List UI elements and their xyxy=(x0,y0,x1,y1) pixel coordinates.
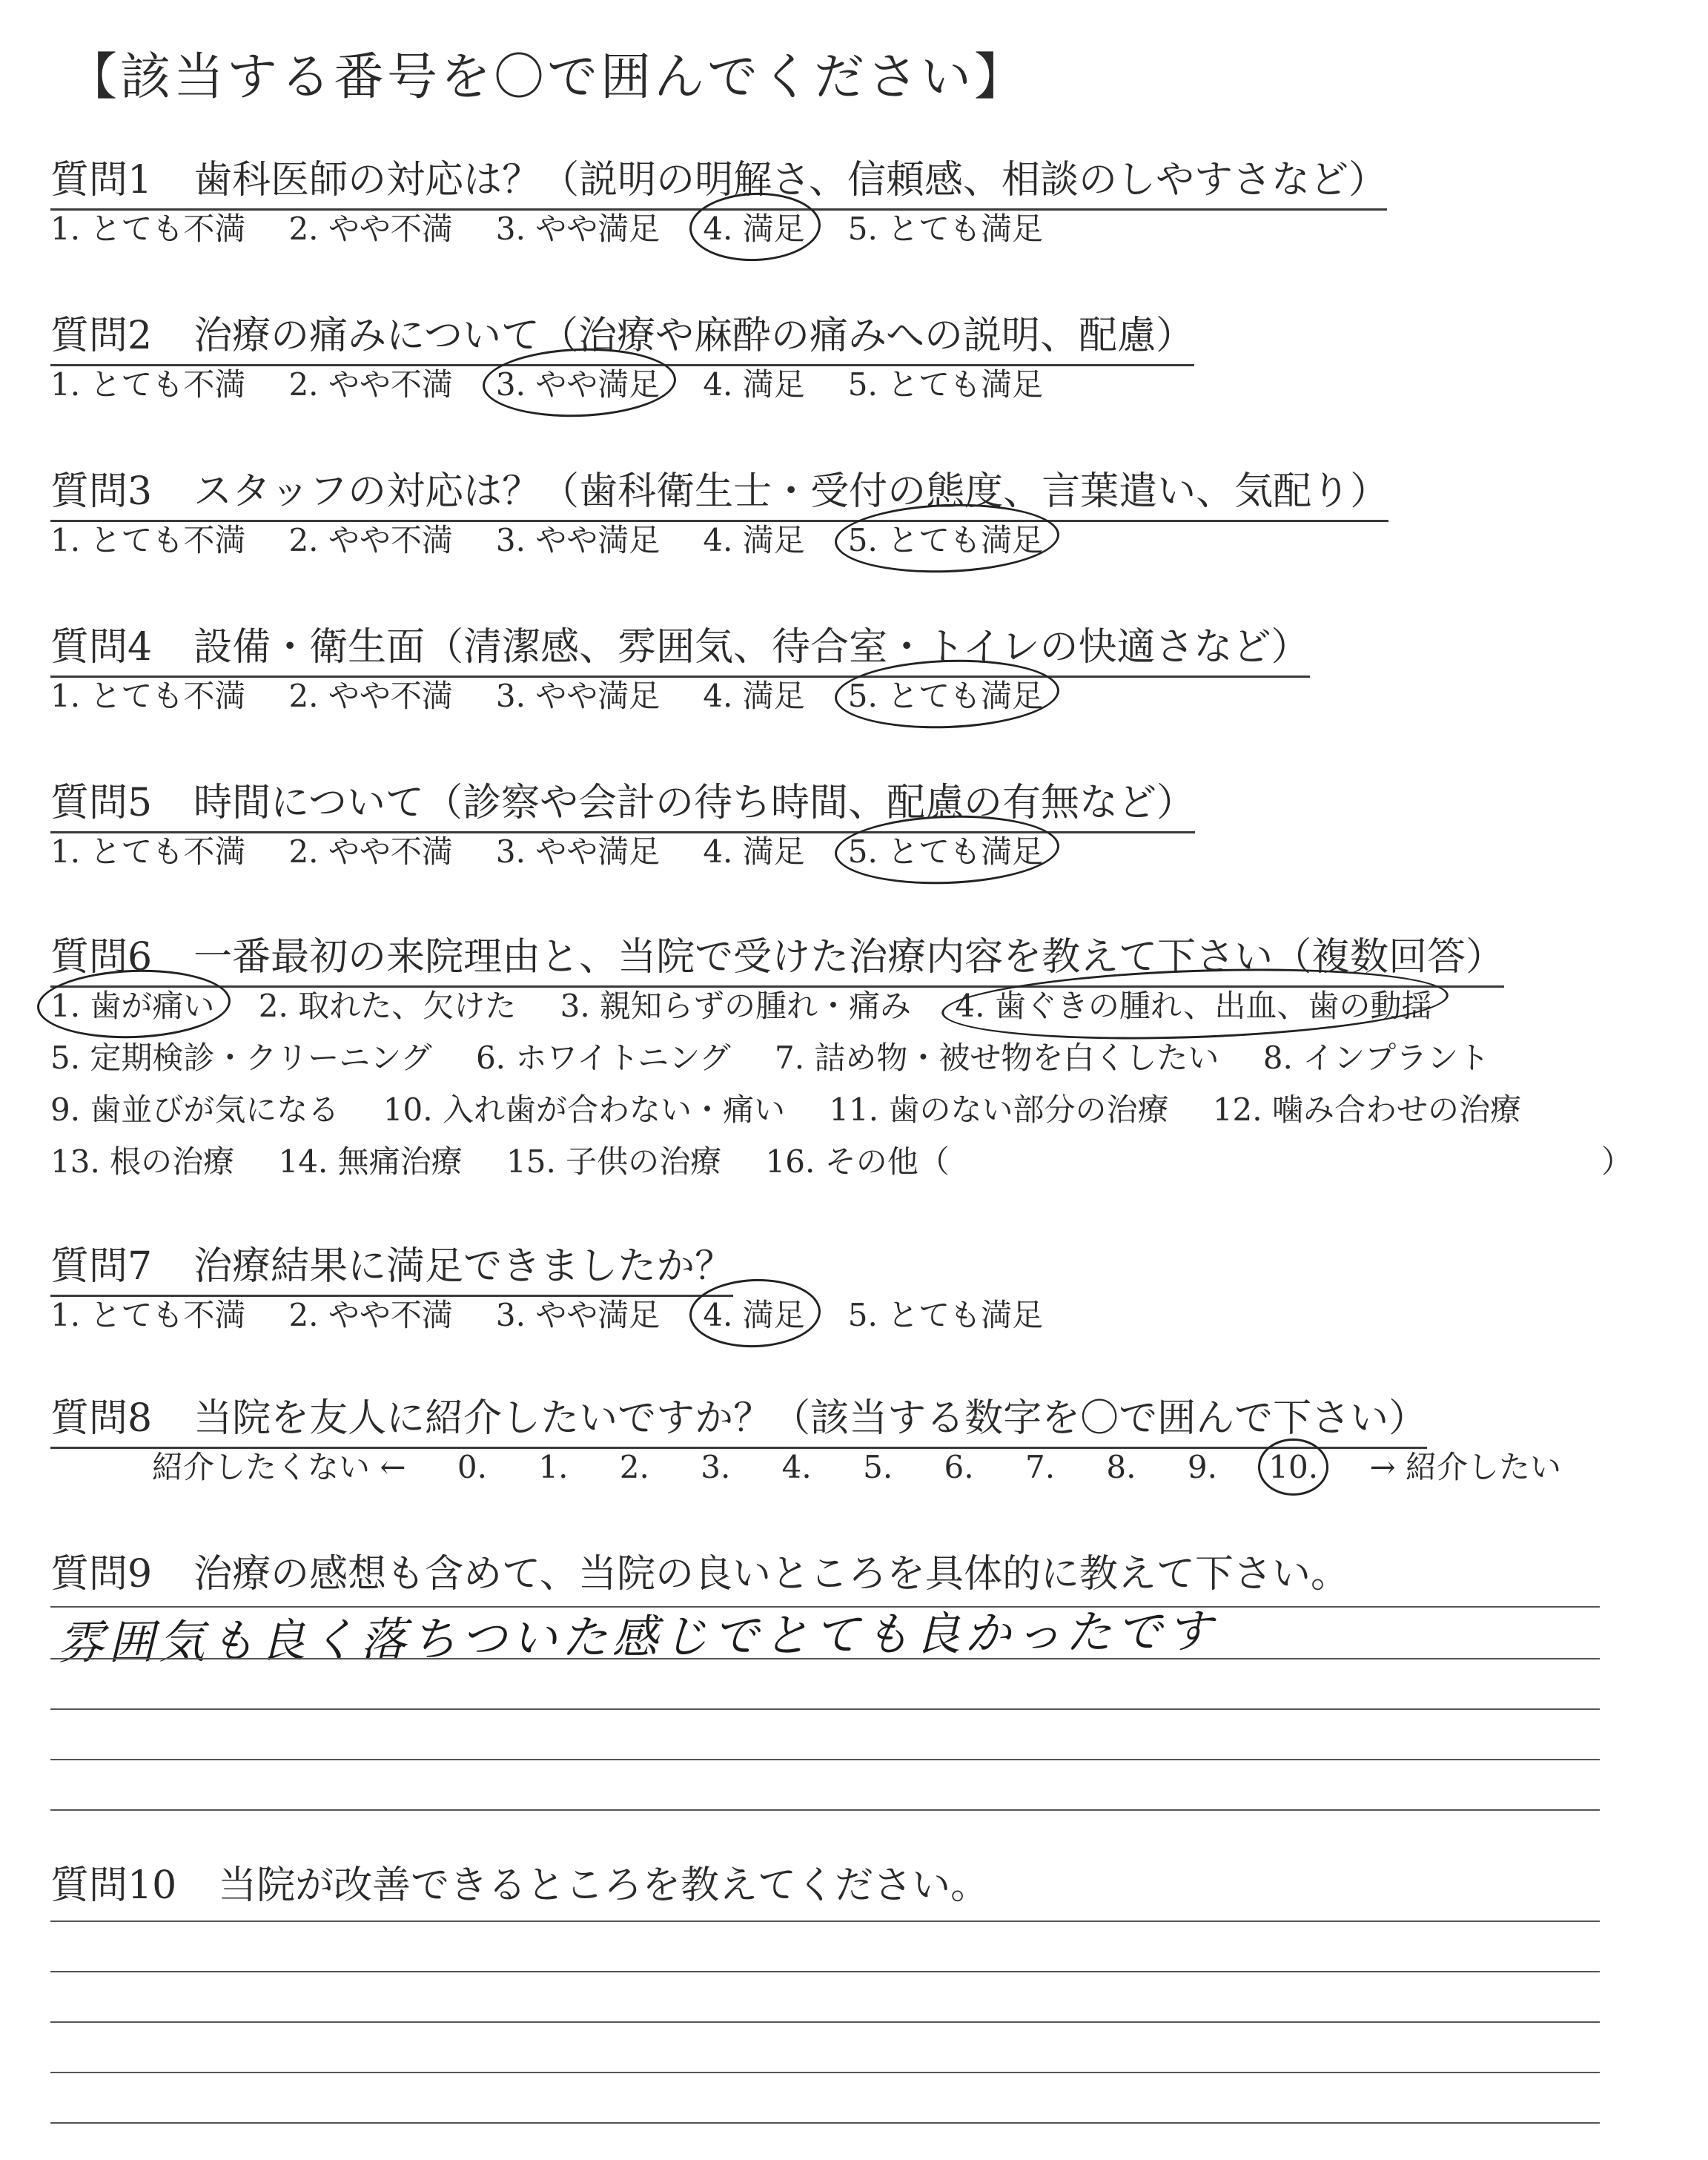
q3-option-3[interactable]: 3. やや満足 xyxy=(495,522,661,558)
q6-option-1-selected[interactable]: 1. 歯が痛い xyxy=(50,982,214,1026)
q4-text: 設備・衛生面（清潔感、雰囲気、待合室・トイレの快適さなど） xyxy=(193,625,1310,670)
q8-heading xyxy=(50,1387,1427,1449)
q6-option-5[interactable]: 5. 定期検診・クリーニング xyxy=(50,1040,432,1076)
q7-number: 質問7 xyxy=(50,1244,153,1289)
q4-options xyxy=(50,672,1086,716)
q1-options xyxy=(50,205,1086,249)
q7-option-4-selected[interactable]: 4. 満足 xyxy=(703,1291,804,1335)
q7-option-1[interactable]: 1. とても不満 xyxy=(50,1297,246,1333)
q7-option-3[interactable]: 3. やや満足 xyxy=(495,1297,661,1333)
q8-left-label: 紹介したくない ← xyxy=(152,1449,406,1485)
q4-number: 質問4 xyxy=(50,625,153,670)
q10-heading xyxy=(50,1854,989,1914)
q9-answer-line-5 xyxy=(50,1809,1600,1811)
q6-option-6[interactable]: 6. ホワイトニング xyxy=(475,1040,731,1076)
q8-scale-2[interactable]: 2. xyxy=(619,1449,649,1485)
q9-answer-line-2 xyxy=(50,1658,1600,1659)
q6-option-7[interactable]: 7. 詰め物・被せ物を白くしたい xyxy=(774,1040,1219,1076)
q10-number: 質問10 xyxy=(50,1863,177,1908)
q5-option-1[interactable]: 1. とても不満 xyxy=(50,833,246,870)
q1-option-1[interactable]: 1. とても不満 xyxy=(50,211,246,247)
q10-answer-line-4 xyxy=(50,2072,1600,2073)
q9-answer-line-3 xyxy=(50,1708,1600,1710)
q6-number: 質問6 xyxy=(50,935,153,980)
q8-scale-9[interactable]: 9. xyxy=(1187,1449,1217,1485)
q8-scale-3[interactable]: 3. xyxy=(701,1449,731,1485)
q3-option-5-selected[interactable]: 5. とても満足 xyxy=(848,516,1043,561)
q10-answer-line-1 xyxy=(50,1920,1600,1922)
q9-number: 質問9 xyxy=(50,1552,153,1596)
q5-options xyxy=(50,828,1086,872)
q10-answer-line-2 xyxy=(50,1971,1600,1972)
q6-option-4-selected[interactable]: 4. 歯ぐきの腫れ、出血、歯の動揺 xyxy=(955,982,1432,1026)
q5-number: 質問5 xyxy=(50,781,153,825)
q10-answer-line-3 xyxy=(50,2021,1600,2023)
q4-option-3[interactable]: 3. やや満足 xyxy=(495,678,661,714)
q8-scale-7[interactable]: 7. xyxy=(1025,1449,1056,1485)
q6-options-row-1 xyxy=(50,982,1466,1026)
page-title: 【該当する番号を〇で囲んでください】 xyxy=(67,48,1028,107)
q3-options xyxy=(50,516,1086,561)
q7-heading xyxy=(50,1235,733,1297)
q2-option-4[interactable]: 4. 満足 xyxy=(703,366,805,403)
q6-options-row-3 xyxy=(50,1086,1555,1130)
q5-option-2[interactable]: 2. やや不満 xyxy=(288,833,453,870)
q4-option-5-selected[interactable]: 5. とても満足 xyxy=(848,672,1043,716)
q9-text: 治療の感想も含めて、当院の良いところを具体的に教えて下さい。 xyxy=(193,1552,1350,1596)
q6-option-12[interactable]: 12. 噛み合わせの治療 xyxy=(1212,1091,1521,1128)
q8-scale-1[interactable]: 1. xyxy=(538,1449,569,1485)
q6-option-9[interactable]: 9. 歯並びが気になる xyxy=(50,1091,340,1128)
q1-option-2[interactable]: 2. やや不満 xyxy=(288,211,453,247)
q2-number: 質問2 xyxy=(50,314,153,358)
q8-text: 当院を友人に紹介したいですか？（該当する数字を〇で囲んで下さい） xyxy=(193,1396,1428,1441)
q6-option-15[interactable]: 15. 子供の治療 xyxy=(506,1143,722,1180)
q4-option-2[interactable]: 2. やや不満 xyxy=(288,678,453,714)
q3-option-1[interactable]: 1. とても不満 xyxy=(50,522,246,558)
q6-options-row-2 xyxy=(50,1034,1523,1078)
q3-text: スタッフの対応は？（歯科衛生士・受付の態度、言葉遣い、気配り） xyxy=(193,469,1389,514)
q6-option-10[interactable]: 10. 入れ歯が合わない・痛い xyxy=(383,1091,785,1128)
q4-option-4[interactable]: 4. 満足 xyxy=(703,678,805,714)
q6-options-row-4 xyxy=(50,1137,984,1182)
q4-heading xyxy=(50,615,1310,678)
q7-text: 治療結果に満足できましたか？ xyxy=(193,1244,734,1289)
q8-scale-8[interactable]: 8. xyxy=(1106,1449,1136,1485)
q3-number: 質問3 xyxy=(50,469,153,514)
q6-option-16[interactable]: 16. その他（ xyxy=(765,1143,950,1180)
q9-handwritten-answer[interactable]: 雰囲気も良く落ちついた感じでとても良かったです xyxy=(57,1603,1217,1671)
q7-option-2[interactable]: 2. やや不満 xyxy=(288,1297,453,1333)
q6-other-close-paren: ） xyxy=(1601,1143,1633,1180)
q1-option-3[interactable]: 3. やや満足 xyxy=(495,211,661,247)
q3-heading xyxy=(50,460,1388,522)
q5-option-4[interactable]: 4. 満足 xyxy=(703,833,805,870)
q8-scale-6[interactable]: 6. xyxy=(944,1449,974,1485)
q7-option-5[interactable]: 5. とても満足 xyxy=(847,1297,1044,1333)
q6-option-2[interactable]: 2. 取れた、欠けた xyxy=(258,988,517,1024)
q8-number: 質問8 xyxy=(50,1396,153,1441)
q8-right-label: → 紹介したい xyxy=(1369,1449,1561,1485)
q8-scale-10-selected[interactable]: 10. xyxy=(1268,1449,1319,1485)
q5-option-5-selected[interactable]: 5. とても満足 xyxy=(848,828,1043,872)
q1-option-4-selected[interactable]: 4. 満足 xyxy=(703,205,804,249)
q9-answer-line-4 xyxy=(50,1759,1600,1760)
q6-option-3[interactable]: 3. 親知らずの腫れ・痛み xyxy=(560,988,912,1024)
q3-option-4[interactable]: 4. 満足 xyxy=(703,522,805,558)
q10-answer-line-5 xyxy=(50,2122,1600,2124)
q6-option-13[interactable]: 13. 根の治療 xyxy=(50,1143,235,1180)
q7-options xyxy=(50,1291,1086,1335)
q2-option-3-selected[interactable]: 3. やや満足 xyxy=(496,360,660,405)
q2-text: 治療の痛みについて（治療や麻酔の痛みへの説明、配慮） xyxy=(193,314,1195,358)
q6-option-11[interactable]: 11. 歯のない部分の治療 xyxy=(829,1091,1169,1128)
q5-option-3[interactable]: 3. やや満足 xyxy=(495,833,661,870)
q3-option-2[interactable]: 2. やや不満 xyxy=(288,522,453,558)
q8-scale-5[interactable]: 5. xyxy=(863,1449,893,1485)
q1-option-5[interactable]: 5. とても満足 xyxy=(847,211,1044,247)
q8-scale-4[interactable]: 4. xyxy=(781,1449,812,1485)
q2-option-2[interactable]: 2. やや不満 xyxy=(288,366,453,403)
q8-scale xyxy=(152,1443,1603,1487)
q2-option-1[interactable]: 1. とても不満 xyxy=(50,366,246,403)
q9-heading xyxy=(50,1542,1349,1602)
q10-text: 当院が改善できるところを教えてください。 xyxy=(218,1863,990,1908)
q1-text: 歯科医師の対応は？（説明の明解さ、信頼感、相談のしやすさなど） xyxy=(193,158,1388,202)
q4-option-1[interactable]: 1. とても不満 xyxy=(50,678,246,714)
q2-options xyxy=(50,360,1086,405)
q8-scale-0[interactable]: 0. xyxy=(457,1449,487,1485)
q2-option-5[interactable]: 5. とても満足 xyxy=(847,366,1044,403)
q5-text: 時間について（診察や会計の待ち時間、配慮の有無など） xyxy=(193,781,1196,825)
q6-text: 一番最初の来院理由と、当院で受けた治療内容を教えて下さい（複数回答） xyxy=(193,935,1505,980)
q6-option-14[interactable]: 14. 無痛治療 xyxy=(278,1143,463,1180)
q1-number: 質問1 xyxy=(50,158,153,202)
q6-option-8[interactable]: 8. インプラント xyxy=(1262,1040,1490,1076)
